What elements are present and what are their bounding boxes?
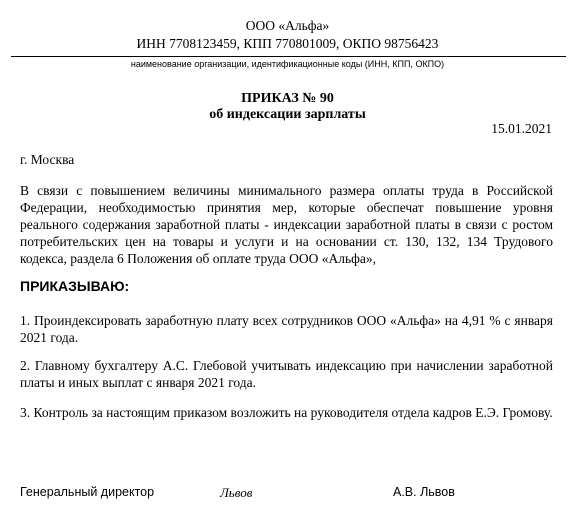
order-directive-word: ПРИКАЗЫВАЮ:: [20, 278, 130, 294]
header-caption: наименование организации, идентификационные коды (ИНН, КПП, ОКПО): [130, 59, 445, 69]
order-title: ПРИКАЗ № 90: [241, 91, 334, 106]
signatory-role: Генеральный директор: [20, 485, 155, 499]
order-item-1: 1. Проиндексировать заработную плату всех сотрудников ООО «Альфа» на 4,91 % с января 2021 года.: [20, 313, 553, 345]
organization-codes: ИНН 7708123459, КПП 770801009, ОКПО 98756423: [136, 36, 439, 51]
order-city: г. Москва: [20, 152, 75, 167]
signatory-name: А.В. Львов: [393, 485, 455, 499]
header-divider: [11, 56, 566, 57]
organization-name: ООО «Альфа»: [245, 18, 330, 33]
order-item-3: 3. Контроль за настоящим приказом возложить на руководителя отдела кадров Е.Э. Громову.: [20, 405, 553, 420]
handwritten-signature: Львов: [220, 485, 253, 500]
order-subtitle: об индексации зарплаты: [209, 107, 366, 122]
order-date: 15.01.2021: [491, 121, 552, 136]
order-item-2: 2. Главному бухгалтеру А.С. Глебовой учитывать индексацию при начислении заработной платы и иных выплат с января 2021 года.: [20, 358, 553, 390]
order-preamble: В связи с повышением величины минимального размера оплаты труда в Российской Федерации, необходимостью принятия мер, которые обеспечат повышение уровня реального содержания заработной платы - индексации заработной платы в связи с ростом потребительских цен на товары и услуги и на основании ст. 130, 132, 134 Трудового кодекса, раздела 6 Положения об оплате труда ООО «Альфа»,: [20, 183, 553, 266]
